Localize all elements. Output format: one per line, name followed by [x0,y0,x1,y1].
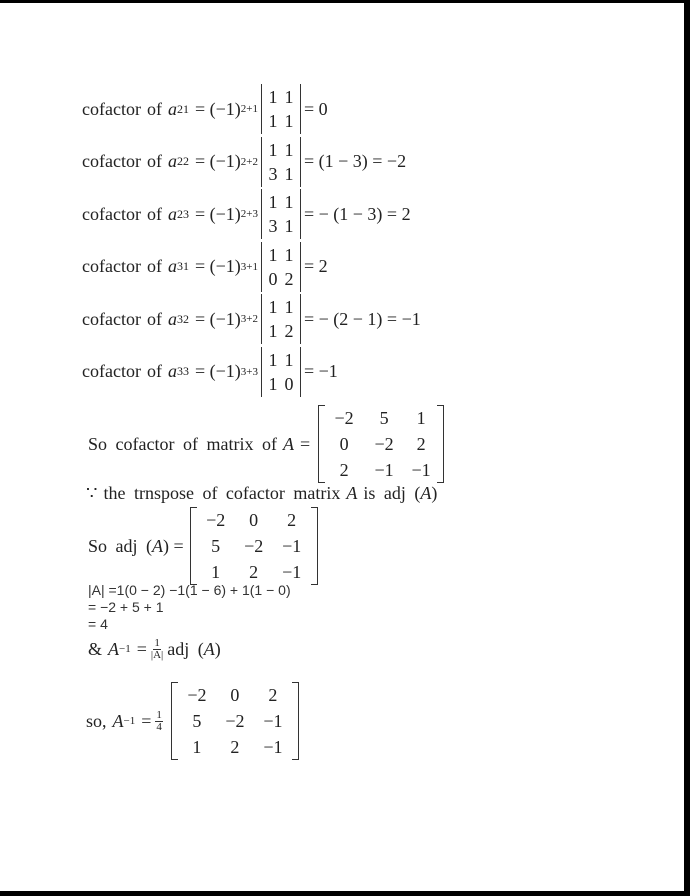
cofactor-label: cofactor [82,308,141,329]
matrix-cell: −2 [334,408,354,428]
matrix-cell: 2 [416,434,426,454]
var-a: A [108,638,120,659]
matrix-cell: 2 [339,460,349,480]
determinant-step-1: |A| =1(0 − 2) −1(1 − 6) + 1(1 − 0) [88,582,291,598]
transpose-text: the trnspose of cofactor matrix [103,482,341,503]
cofactor-row [82,86,328,132]
matrix-cell: 2 [249,562,259,582]
equals: = [136,638,147,659]
minus-one-power: = (−1) [194,256,241,276]
matrix-cell: 1 [416,408,426,428]
of-label: of [146,361,162,381]
det-cell: 0 [284,373,294,394]
numerator: 1 [156,708,162,721]
cofactor-matrix-label: So cofactor of matrix of [88,433,277,454]
exponent: −1 [119,643,131,655]
adj-text: adj ( [167,638,204,659]
det-cell: 1 [268,297,278,317]
cofactor-label: cofactor [82,151,141,171]
cofactor-result: = − (1 − 3) = 2 [303,203,411,224]
var-a: a [167,98,177,119]
cofactor-row [82,191,411,237]
of-label: of [146,151,162,171]
det-cell: 1 [268,321,278,341]
determinant [261,347,301,397]
subscript: 22 [176,154,189,168]
det-cell: 0 [268,268,278,289]
exponent: 3+2 [240,313,258,325]
equals: = [141,710,152,731]
matrix-cell: −1 [282,536,302,556]
matrix-cell: 2 [287,510,297,530]
matrix-cell: 5 [379,408,389,428]
determinant-calc [88,582,291,633]
cofactor-row [82,244,328,290]
of-label: of [146,308,162,329]
matrix-cell: 5 [211,536,221,556]
matrix-cell: −2 [374,434,394,454]
matrix-cell: −2 [206,510,226,530]
matrix-cell: −1 [263,737,283,757]
frame-border-top [0,0,690,3]
inverse-line [86,685,303,757]
close-paren: ) [214,638,221,659]
matrix-cell: 2 [230,737,240,757]
det-cell: 1 [268,139,278,160]
det-cell: 1 [284,349,294,370]
det-cell: 1 [268,244,278,265]
matrix-cell: −2 [187,685,207,705]
var-a: A [203,638,215,659]
minus-one-power: = (−1) [194,361,241,381]
minus-one-power: = (−1) [194,203,241,224]
so-label: so, [86,710,107,731]
cofactor-row [82,349,338,395]
exponent: −1 [123,715,136,727]
var-a: a [167,308,177,329]
det-cell: 2 [284,268,294,289]
adj-line [88,510,322,582]
determinant [261,84,301,134]
of-label: of [146,256,162,276]
var-a: a [167,361,177,381]
var-a: a [167,151,177,171]
cofactor-result: = −1 [303,361,338,381]
var-a: a [167,256,177,276]
subscript: 33 [176,364,189,378]
det-cell: 2 [284,321,294,341]
exponent: 3+1 [240,260,258,273]
minus-one-power: = (−1) [194,151,241,171]
cofactor-matrix [318,405,444,483]
determinant [261,189,301,239]
cofactor-result: = (1 − 3) = −2 [303,151,407,171]
denominator: |A| [150,648,164,661]
transpose-line [86,481,437,505]
subscript: 21 [176,101,189,116]
cofactor-result: = − (2 − 1) = −1 [303,308,421,329]
equals: = [299,433,311,454]
subscript: 32 [176,311,189,326]
matrix-cell: 0 [339,434,349,454]
cofactor-label: cofactor [82,361,141,381]
cofactor-label: cofactor [82,203,141,224]
denominator: 4 [156,720,162,733]
matrix-cell: −1 [411,460,431,480]
matrix-cell: −2 [225,711,245,731]
inverse-formula [88,634,221,664]
of-label: of [146,203,162,224]
exponent: 3+3 [240,365,258,378]
determinant [261,242,301,292]
adj-matrix [190,507,318,585]
var-a: A [420,482,432,503]
determinant [261,137,301,187]
det-cell: 1 [268,192,278,212]
cofactor-row [82,296,421,342]
exponent: 2+3 [240,208,258,220]
var-a: a [167,203,177,224]
minus-one-power: = (−1) [194,308,241,329]
matrix-cell: −1 [282,562,302,582]
determinant-step-3: = 4 [88,616,108,632]
fraction [151,638,163,661]
frame-border-bottom [0,891,690,896]
exponent: 2+2 [240,155,258,168]
matrix-cell: 1 [211,562,221,582]
determinant-step-2: = −2 + 5 + 1 [88,599,164,615]
transpose-text-2: is adj ( [363,482,421,503]
det-cell: 1 [284,139,294,160]
exponent: 2+1 [240,103,258,115]
matrix-cell: 5 [192,711,202,731]
det-cell: 1 [284,216,294,236]
matrix-cell: 0 [249,510,259,530]
det-cell: 1 [268,349,278,370]
adj-close: ) = [163,535,184,556]
det-cell: 1 [284,87,294,107]
var-a: A [282,433,294,454]
frame-border-right [684,0,690,896]
subscript: 31 [176,259,189,273]
minus-one-power: = (−1) [194,98,241,119]
det-cell: 3 [268,163,278,184]
var-a: A [346,482,358,503]
matrix-cell: 1 [192,737,202,757]
var-a: A [152,535,163,556]
adj-label: So adj ( [88,535,152,556]
ampersand: & [88,638,103,659]
cofactor-matrix-line [88,408,448,480]
det-cell: 1 [268,87,278,107]
close-paren: ) [431,482,438,503]
det-cell: 1 [268,111,278,131]
cofactor-result: = 0 [303,98,328,119]
because-symbol: ∵ [86,482,98,503]
matrix-cell: −1 [374,460,394,480]
det-cell: 1 [284,111,294,131]
subscript: 23 [176,206,189,221]
cofactor-row [82,139,406,185]
var-a: A [112,710,124,731]
matrix-cell: −1 [263,711,283,731]
determinant [261,294,301,344]
fraction [155,710,163,733]
det-cell: 1 [284,297,294,317]
cofactor-label: cofactor [82,256,141,276]
det-cell: 3 [268,216,278,236]
inverse-matrix [171,682,299,760]
of-label: of [146,98,162,119]
matrix-cell: 0 [230,685,240,705]
cofactor-result: = 2 [303,256,328,276]
det-cell: 1 [284,192,294,212]
det-cell: 1 [284,163,294,184]
matrix-cell: −2 [244,536,264,556]
det-cell: 1 [284,244,294,265]
cofactor-label: cofactor [82,98,141,119]
numerator: 1 [154,636,160,649]
det-cell: 1 [268,373,278,394]
matrix-cell: 2 [268,685,278,705]
